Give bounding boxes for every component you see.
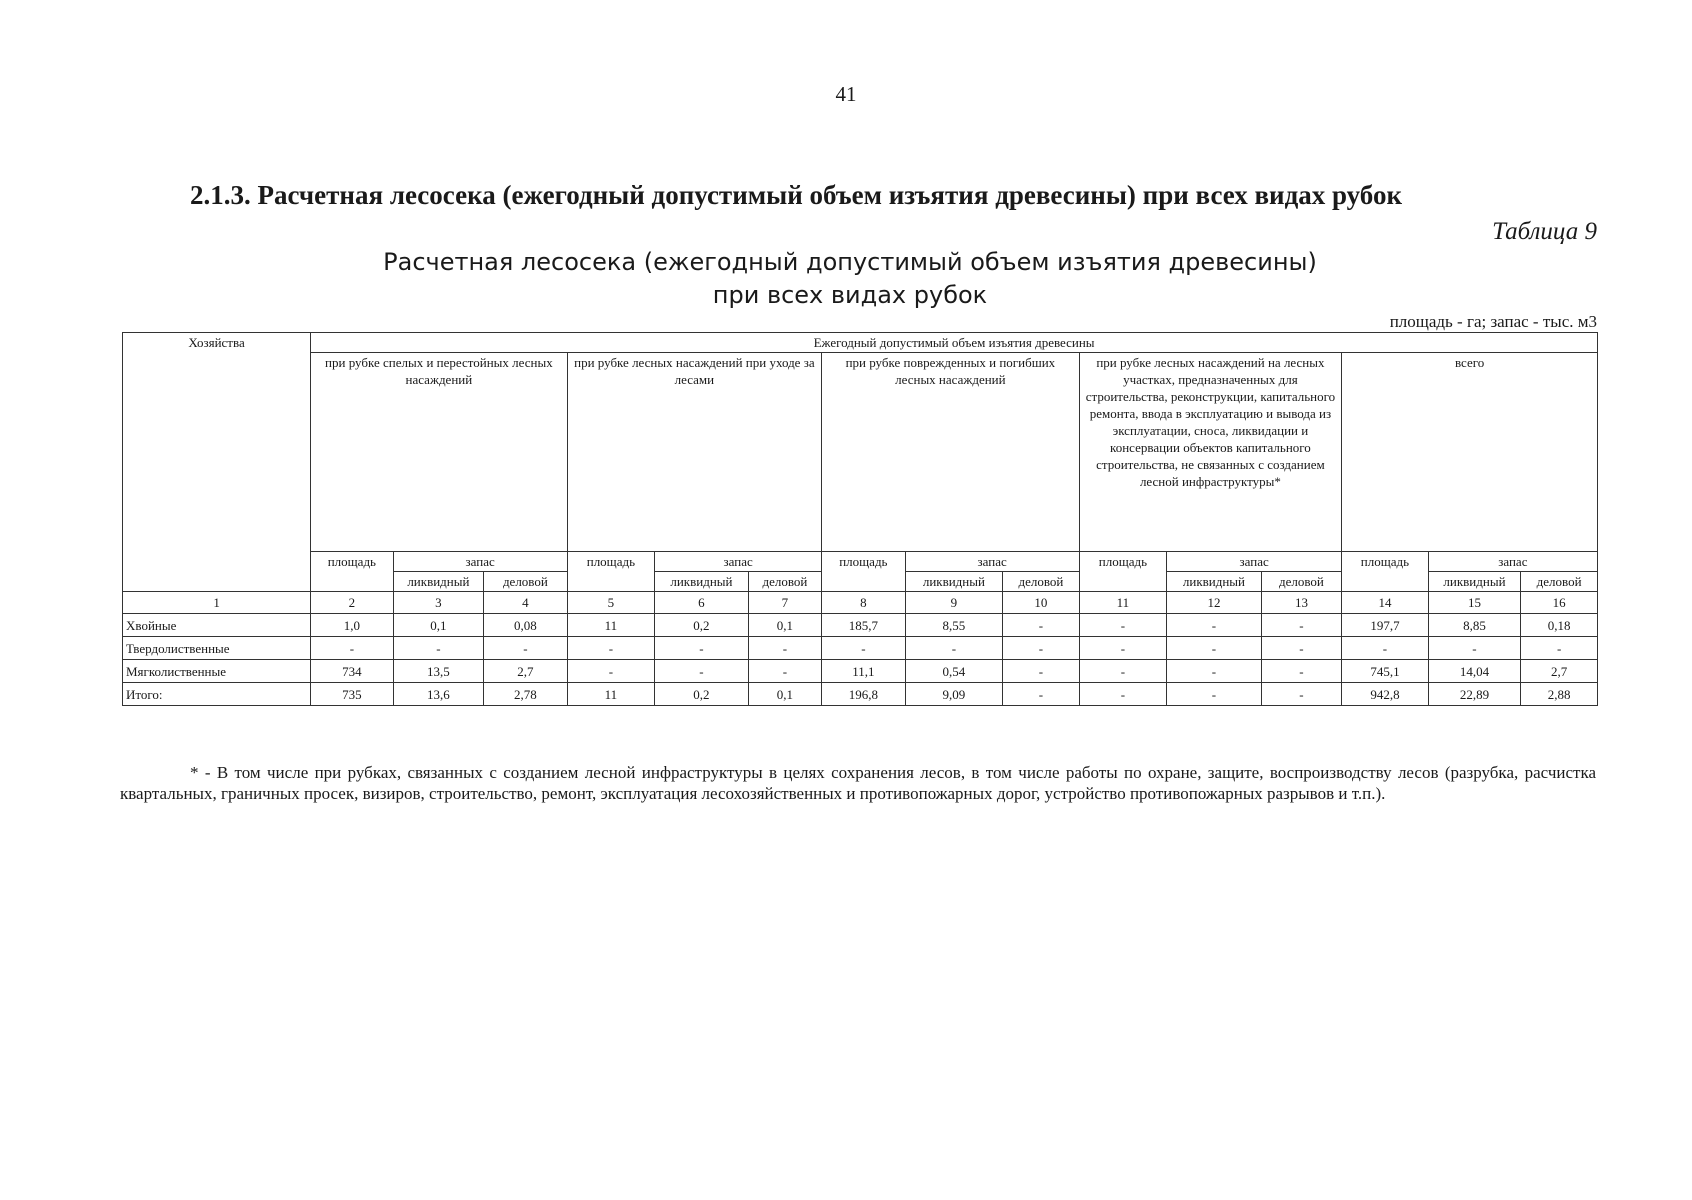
header-business: деловой [1261, 572, 1341, 592]
column-number: 13 [1261, 592, 1341, 614]
cell-value: 185,7 [822, 614, 905, 637]
header-business: деловой [1003, 572, 1079, 592]
cell-value: 8,55 [905, 614, 1003, 637]
header-liquid: ликвидный [393, 572, 484, 592]
cell-value: - [1167, 637, 1262, 660]
column-number: 14 [1342, 592, 1429, 614]
table-caption [350, 246, 1350, 312]
header-area: площадь [1342, 552, 1429, 592]
column-number: 12 [1167, 592, 1262, 614]
cell-value: - [1261, 614, 1341, 637]
cell-value: - [1261, 637, 1341, 660]
header-stock: запас [905, 552, 1079, 572]
header-area: площадь [311, 552, 393, 592]
cell-value: - [1342, 637, 1429, 660]
cell-value: - [1261, 660, 1341, 683]
cell-value: 2,78 [484, 683, 567, 706]
table-label: Таблица 9 [1492, 218, 1597, 245]
cell-value: 0,1 [748, 683, 821, 706]
cell-value: 0,2 [655, 683, 749, 706]
cell-value: 0,18 [1521, 614, 1598, 637]
cell-value: - [1167, 683, 1262, 706]
cell-value: 2,7 [484, 660, 567, 683]
cell-value: - [567, 660, 655, 683]
row-name: Твердолиственные [123, 637, 311, 660]
header-stock: запас [1167, 552, 1342, 572]
cell-value: - [822, 637, 905, 660]
cell-value: - [905, 637, 1003, 660]
cell-value: - [1003, 683, 1079, 706]
cell-value: 734 [311, 660, 393, 683]
cell-value: 22,89 [1428, 683, 1521, 706]
cell-value: 0,08 [484, 614, 567, 637]
column-number: 1 [123, 592, 311, 614]
footnote: * - В том числе при рубках, связанных с созданием лесной инфраструктуры в целях сохранения лесов, в том числе работы по охране, защите, воспроизводству лесов (разрубка, расчистка квартальных, граничных просек, визиров, строительство, ремонт, эксплуатация лесохозяйственных и противопожарных дорог, устройство противопожарных разрывов и т.п.). [120, 763, 1596, 803]
cell-value: - [655, 660, 749, 683]
harvest-table [122, 332, 1598, 706]
column-number: 7 [748, 592, 821, 614]
cell-value: 196,8 [822, 683, 905, 706]
column-number: 9 [905, 592, 1003, 614]
cell-value: 11 [567, 683, 655, 706]
cell-value: - [484, 637, 567, 660]
header-group-care: при рубке лесных насаждений при уходе за лесами [567, 353, 822, 552]
cell-value: - [1167, 614, 1262, 637]
cell-value: - [1079, 614, 1167, 637]
cell-value: - [567, 637, 655, 660]
column-number: 8 [822, 592, 905, 614]
cell-value: 735 [311, 683, 393, 706]
header-group-total: всего [1342, 353, 1598, 552]
header-liquid: ликвидный [1428, 572, 1521, 592]
cell-value: - [1261, 683, 1341, 706]
row-name: Мягколиственные [123, 660, 311, 683]
cell-value: 8,85 [1428, 614, 1521, 637]
column-number: 16 [1521, 592, 1598, 614]
caption-line-2: при всех видах рубок [712, 281, 988, 309]
column-number: 2 [311, 592, 393, 614]
header-liquid: ликвидный [1167, 572, 1262, 592]
cell-value: - [1521, 637, 1598, 660]
column-number: 4 [484, 592, 567, 614]
header-row-sub [123, 552, 1598, 572]
header-area: площадь [822, 552, 905, 592]
cell-value: - [1003, 637, 1079, 660]
column-number: 3 [393, 592, 484, 614]
cell-value: 9,09 [905, 683, 1003, 706]
cell-value: - [393, 637, 484, 660]
cell-value: 0,1 [393, 614, 484, 637]
header-business: деловой [748, 572, 821, 592]
cell-value: 2,88 [1521, 683, 1598, 706]
header-stock: запас [393, 552, 567, 572]
cell-value: 2,7 [1521, 660, 1598, 683]
section-heading: 2.1.3. Расчетная лесосека (ежегодный допустимый объем изъятия древесины) при всех видах рубок [190, 180, 1403, 210]
table-row [123, 660, 1598, 683]
cell-value: - [1003, 660, 1079, 683]
cell-value: 11,1 [822, 660, 905, 683]
cell-value: 0,2 [655, 614, 749, 637]
row-name: Итого: [123, 683, 311, 706]
header-stock: запас [1428, 552, 1597, 572]
cell-value: - [1428, 637, 1521, 660]
column-number-row [123, 592, 1598, 614]
cell-value: - [1167, 660, 1262, 683]
header-main: Ежегодный допустимый объем изъятия древесины [311, 333, 1598, 353]
cell-value: - [1003, 614, 1079, 637]
cell-value: 0,1 [748, 614, 821, 637]
cell-value: 942,8 [1342, 683, 1429, 706]
cell-value: - [1079, 683, 1167, 706]
cell-value: - [311, 637, 393, 660]
cell-value: 1,0 [311, 614, 393, 637]
cell-value: 0,54 [905, 660, 1003, 683]
table-row-total [123, 683, 1598, 706]
header-group-mature: при рубке спелых и перестойных лесных насаждений [311, 353, 568, 552]
page-number: 41 [835, 82, 857, 106]
header-farm: Хозяйства [123, 333, 311, 592]
header-stock: запас [655, 552, 822, 572]
column-number: 10 [1003, 592, 1079, 614]
column-number: 15 [1428, 592, 1521, 614]
column-number: 5 [567, 592, 655, 614]
column-number: 6 [655, 592, 749, 614]
cell-value: 745,1 [1342, 660, 1429, 683]
table-row [123, 637, 1598, 660]
header-group-construction: при рубке лесных насаждений на лесных участках, предназначенных для строительства, реконструкции, капитального ремонта, ввода в эксплуатацию и вывода из эксплуатации, сноса, ликвидации и консервации объектов капитального строительства, не связанных с созданием лесной инфраструктуры* [1079, 353, 1342, 552]
cell-value: 14,04 [1428, 660, 1521, 683]
caption-line-1: Расчетная лесосека (ежегодный допустимый объем изъятия древесины) [383, 248, 1317, 276]
cell-value: - [1079, 660, 1167, 683]
column-number: 11 [1079, 592, 1167, 614]
cell-value: 197,7 [1342, 614, 1429, 637]
header-group-damaged: при рубке поврежденных и погибших лесных насаждений [822, 353, 1080, 552]
header-liquid: ликвидный [905, 572, 1003, 592]
cell-value: - [748, 660, 821, 683]
header-area: площадь [567, 552, 655, 592]
cell-value: - [655, 637, 749, 660]
table-row [123, 614, 1598, 637]
header-business: деловой [1521, 572, 1598, 592]
row-name: Хвойные [123, 614, 311, 637]
header-row-main [123, 333, 1598, 353]
header-area: площадь [1079, 552, 1167, 592]
cell-value: 13,5 [393, 660, 484, 683]
units-note: площадь - га; запас - тыс. м3 [1389, 312, 1597, 331]
cell-value: 11 [567, 614, 655, 637]
header-business: деловой [484, 572, 567, 592]
cell-value: - [748, 637, 821, 660]
cell-value: - [1079, 637, 1167, 660]
header-row-groups [123, 353, 1598, 552]
cell-value: 13,6 [393, 683, 484, 706]
header-liquid: ликвидный [655, 572, 749, 592]
